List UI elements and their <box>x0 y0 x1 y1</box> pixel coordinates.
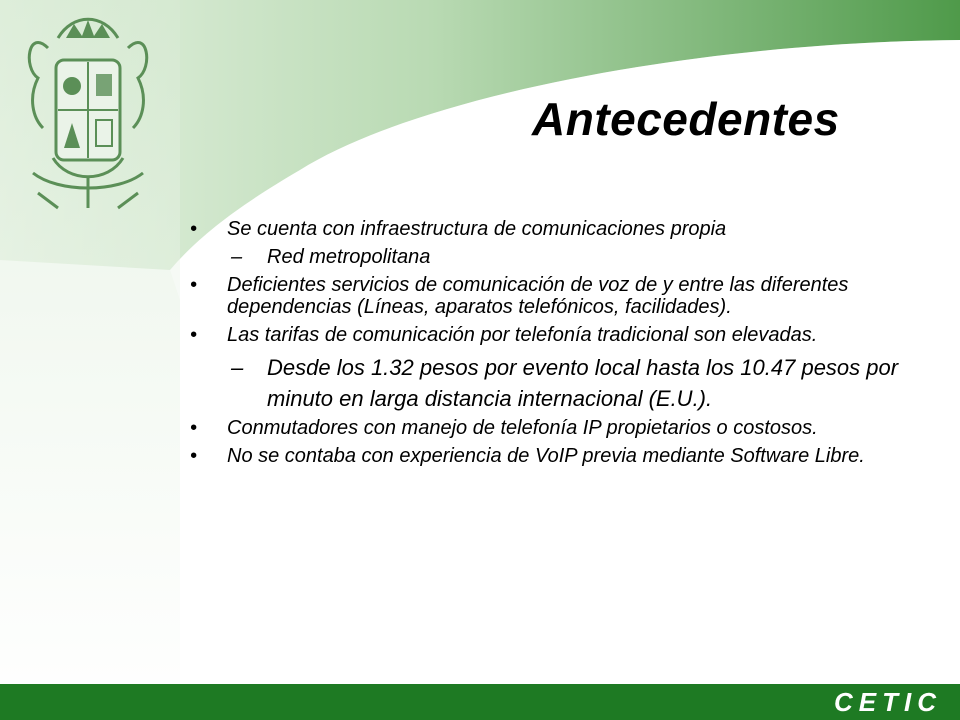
footer-brand-text: CETIC <box>834 687 942 717</box>
bullet-text: Las tarifas de comunicación por telefonía tradicional son elevadas. <box>227 324 818 346</box>
dash-marker: – <box>231 355 244 380</box>
bullet-marker: • <box>190 445 198 467</box>
bullet-marker: • <box>190 324 198 346</box>
bullet-text: No se contaba con experiencia de VoIP previa mediante Software Libre. <box>227 445 865 467</box>
bullet-text: Red metropolitana <box>267 246 431 268</box>
bullet-text: Desde los 1.32 pesos por evento local hasta los 10.47 pesos por minuto en larga distancia internacional (E.U.). <box>267 355 899 411</box>
bullet-item <box>190 417 930 439</box>
bullet-item <box>190 445 930 467</box>
bullet-list <box>190 218 930 467</box>
bullet-marker: • <box>190 274 198 296</box>
bullet-item <box>190 218 930 240</box>
bullet-item <box>190 274 930 318</box>
bullet-marker: • <box>190 417 198 439</box>
sub-bullet-item <box>190 352 930 414</box>
bullet-text: Se cuenta con infraestructura de comunicaciones propia <box>227 218 727 240</box>
coat-of-arms-logo <box>18 8 158 213</box>
bullet-text: Conmutadores con manejo de telefonía IP propietarios o costosos. <box>227 417 818 439</box>
bullet-item <box>190 324 930 346</box>
bullet-marker: • <box>190 218 198 240</box>
footer-bar <box>0 684 960 720</box>
slide-title: Antecedentes <box>532 93 840 145</box>
bullet-text: Deficientes servicios de comunicación de voz de y entre las diferentes dependencias (Líneas, aparatos telefónicos, facilidades). <box>227 274 849 318</box>
sub-bullet-item <box>190 246 930 268</box>
dash-marker: – <box>231 246 243 268</box>
